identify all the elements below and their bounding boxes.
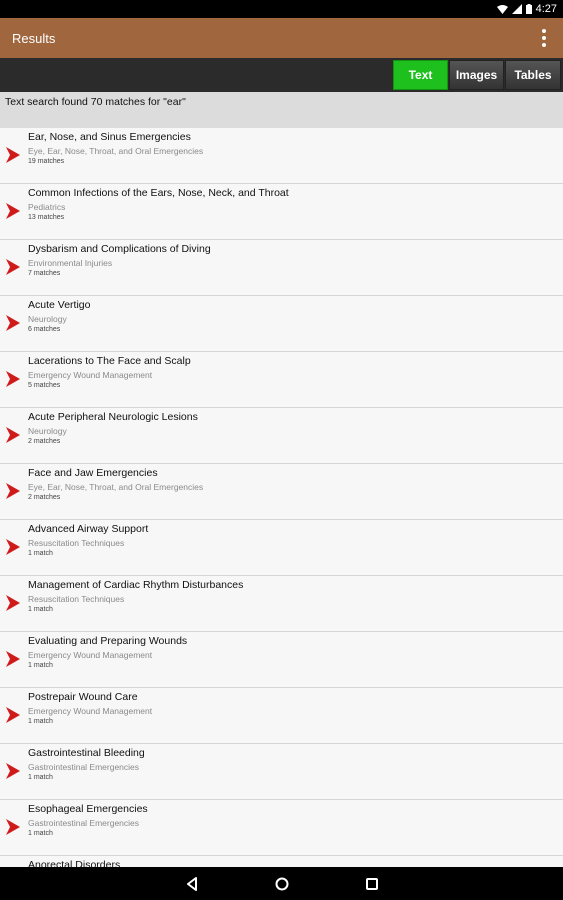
result-section: Neurology xyxy=(28,314,67,324)
result-title: Esophageal Emergencies xyxy=(28,803,148,815)
result-title: Acute Vertigo xyxy=(28,299,91,311)
result-title: Management of Cardiac Rhythm Disturbances xyxy=(28,579,244,591)
result-section: Neurology xyxy=(28,426,67,436)
arrow-right-icon xyxy=(6,539,20,555)
signal-icon xyxy=(512,4,522,14)
result-title: Ear, Nose, and Sinus Emergencies xyxy=(28,131,191,143)
tab-bar xyxy=(0,58,563,92)
back-icon[interactable] xyxy=(179,871,205,897)
result-item[interactable] xyxy=(0,240,563,296)
result-match-count: 1 match xyxy=(28,606,53,613)
result-item[interactable] xyxy=(0,856,563,867)
result-section: Resuscitation Techniques xyxy=(28,538,125,548)
result-match-count: 1 match xyxy=(28,662,53,669)
recents-icon[interactable] xyxy=(359,871,385,897)
arrow-right-icon xyxy=(6,203,20,219)
result-match-count: 19 matches xyxy=(28,158,65,165)
result-item[interactable] xyxy=(0,800,563,856)
result-title: Acute Peripheral Neurologic Lesions xyxy=(28,411,198,423)
result-section: Gastrointestinal Emergencies xyxy=(28,818,140,828)
result-section: Environmental Injuries xyxy=(28,258,113,268)
overflow-menu-icon[interactable] xyxy=(535,27,553,49)
home-icon[interactable] xyxy=(269,871,295,897)
results-list[interactable] xyxy=(0,128,563,867)
page-title: Results xyxy=(12,30,56,46)
arrow-right-icon xyxy=(6,819,20,835)
result-match-count: 7 matches xyxy=(28,270,61,277)
result-match-count: 6 matches xyxy=(28,326,61,333)
arrow-right-icon xyxy=(6,259,20,275)
result-match-count: 2 matches xyxy=(28,494,61,501)
result-title: Common Infections of the Ears, Nose, Neck, and Throat xyxy=(28,187,289,199)
arrow-right-icon xyxy=(6,371,20,387)
result-item[interactable] xyxy=(0,352,563,408)
search-summary-text: Text search found 70 matches for "ear" xyxy=(5,96,186,108)
system-indicators xyxy=(497,3,563,15)
result-title: Dysbarism and Complications of Diving xyxy=(28,243,211,255)
tab-images[interactable]: Images xyxy=(449,60,504,90)
result-match-count: 13 matches xyxy=(28,214,65,221)
arrow-right-icon xyxy=(6,595,20,611)
clock: 4:27 xyxy=(535,3,557,15)
arrow-right-icon xyxy=(6,483,20,499)
system-nav-bar xyxy=(0,867,563,900)
result-match-count: 5 matches xyxy=(28,382,61,389)
result-match-count: 2 matches xyxy=(28,438,61,445)
result-title: Postrepair Wound Care xyxy=(28,691,138,703)
result-item[interactable] xyxy=(0,520,563,576)
result-section: Emergency Wound Management xyxy=(28,650,153,660)
result-title: Gastrointestinal Bleeding xyxy=(28,747,145,759)
result-match-count: 1 match xyxy=(28,830,53,837)
result-title: Advanced Airway Support xyxy=(28,523,149,535)
tab-text[interactable]: Text xyxy=(393,60,448,90)
arrow-right-icon xyxy=(6,651,20,667)
result-title: Evaluating and Preparing Wounds xyxy=(28,635,188,647)
result-title: Anorectal Disorders xyxy=(28,859,121,867)
result-section: Eye, Ear, Nose, Throat, and Oral Emergencies xyxy=(28,146,204,156)
result-section: Emergency Wound Management xyxy=(28,370,153,380)
result-section: Emergency Wound Management xyxy=(28,706,153,716)
result-match-count: 1 match xyxy=(28,550,53,557)
search-summary xyxy=(0,92,563,128)
result-item[interactable] xyxy=(0,184,563,240)
result-title: Lacerations to The Face and Scalp xyxy=(28,355,191,367)
app-bar xyxy=(0,18,563,58)
wifi-icon xyxy=(497,4,508,14)
result-item[interactable] xyxy=(0,408,563,464)
result-item[interactable] xyxy=(0,576,563,632)
result-section: Resuscitation Techniques xyxy=(28,594,125,604)
arrow-right-icon xyxy=(6,315,20,331)
arrow-right-icon xyxy=(6,147,20,163)
result-item[interactable] xyxy=(0,632,563,688)
result-item[interactable] xyxy=(0,464,563,520)
result-item[interactable] xyxy=(0,296,563,352)
arrow-right-icon xyxy=(6,707,20,723)
result-section: Pediatrics xyxy=(28,202,66,212)
status-bar xyxy=(0,0,563,18)
result-match-count: 1 match xyxy=(28,774,53,781)
result-section: Gastrointestinal Emergencies xyxy=(28,762,140,772)
arrow-right-icon xyxy=(6,427,20,443)
result-title: Face and Jaw Emergencies xyxy=(28,467,158,479)
result-match-count: 1 match xyxy=(28,718,53,725)
battery-icon xyxy=(526,4,532,14)
result-item[interactable] xyxy=(0,128,563,184)
tab-tables[interactable]: Tables xyxy=(505,60,561,90)
arrow-right-icon xyxy=(6,763,20,779)
result-item[interactable] xyxy=(0,688,563,744)
result-item[interactable] xyxy=(0,744,563,800)
result-section: Eye, Ear, Nose, Throat, and Oral Emergencies xyxy=(28,482,204,492)
